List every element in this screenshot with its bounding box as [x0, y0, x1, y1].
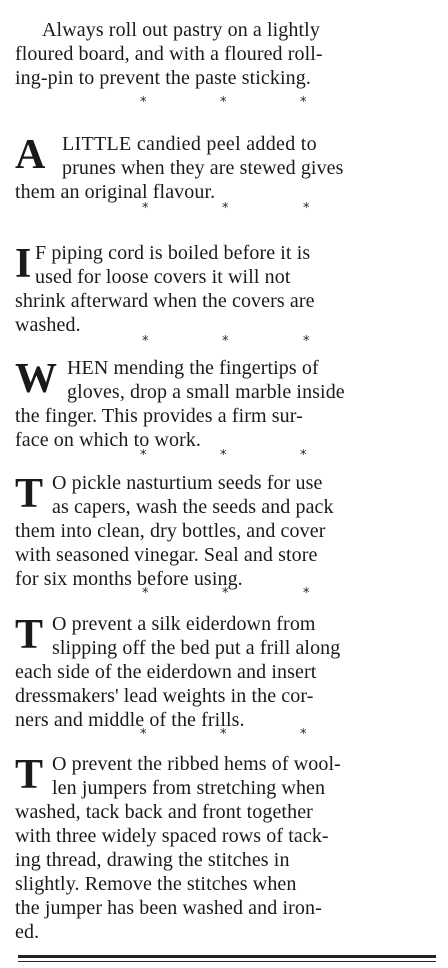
- tip-piping-cord-line-3: shrink afterward when the covers are: [15, 290, 315, 312]
- separator-star: *: [303, 586, 310, 601]
- tip-nasturtium-line-1: O pickle nasturtium seeds for use: [52, 472, 323, 494]
- tip-gloves-line-3: the finger. This provides a firm sur-: [15, 405, 303, 427]
- tip-piping-cord-line-2: used for loose covers it will not: [35, 266, 291, 288]
- tip-nasturtium-line-5: for six months before using.: [15, 568, 243, 590]
- tip-jumpers-line-8: ed.: [15, 921, 40, 943]
- tip-candied-peel-line-1: LITTLE candied peel added to: [62, 133, 317, 155]
- tip-gloves-line-4: face on which to work.: [15, 429, 202, 451]
- tip-eiderdown-line-3: each side of the eiderdown and insert: [15, 661, 317, 683]
- separator-star: *: [300, 727, 307, 742]
- separator-2: [0, 201, 448, 217]
- separator-star: *: [303, 201, 310, 216]
- tip-eiderdown-line-4: dressmakers' lead weights in the cor-: [15, 685, 314, 707]
- tip-jumpers-line-5: ing thread, drawing the stitches in: [15, 849, 290, 871]
- drop-cap: T: [15, 471, 44, 517]
- tip-jumpers-line-6: slightly. Remove the stitches when: [15, 873, 297, 895]
- tip-gloves: [15, 356, 435, 452]
- drop-cap: I: [15, 241, 32, 287]
- tip-pastry-line-1: Always roll out pastry on a lightly: [42, 19, 320, 41]
- separator-star: *: [222, 586, 229, 601]
- tip-piping-cord: [15, 241, 435, 337]
- separator-star: *: [140, 448, 147, 463]
- tip-candied-peel-line-3: them an original flavour.: [15, 181, 216, 203]
- separator-star: *: [142, 201, 149, 216]
- tip-jumpers-line-2: len jumpers from stretching when: [52, 777, 326, 799]
- tip-pastry-line-3: ing-pin to prevent the paste sticking.: [15, 67, 311, 89]
- tip-pastry: [15, 18, 435, 90]
- separator-1: [0, 95, 448, 111]
- separator-star: *: [220, 448, 227, 463]
- column-end-rule-thick: [18, 955, 436, 958]
- separator-4: [0, 448, 448, 464]
- separator-star: *: [142, 586, 149, 601]
- separator-star: *: [220, 727, 227, 742]
- tip-nasturtium-line-3: them into clean, dry bottles, and cover: [15, 520, 326, 542]
- drop-cap: T: [15, 752, 44, 798]
- tip-jumpers-line-1: O prevent the ribbed hems of wool-: [52, 753, 341, 775]
- tip-nasturtium-line-4: with seasoned vinegar. Seal and store: [15, 544, 318, 566]
- tip-eiderdown-line-2: slipping off the bed put a frill along: [52, 637, 341, 659]
- tip-piping-cord-line-4: washed.: [15, 314, 81, 336]
- separator-star: *: [300, 95, 307, 110]
- separator-star: *: [140, 95, 147, 110]
- separator-star: *: [300, 448, 307, 463]
- separator-star: *: [142, 334, 149, 349]
- drop-cap: W: [15, 356, 58, 402]
- separator-star: *: [222, 201, 229, 216]
- tip-pastry-line-2: floured board, and with a floured roll-: [15, 43, 323, 65]
- tip-candied-peel-line-2: prunes when they are stewed gives: [62, 157, 344, 179]
- tip-eiderdown-line-5: ners and middle of the frills.: [15, 709, 245, 731]
- tip-eiderdown: [15, 612, 435, 732]
- tip-nasturtium-line-2: as capers, wash the seeds and pack: [52, 496, 334, 518]
- tip-jumpers-line-3: washed, tack back and front together: [15, 801, 313, 823]
- separator-5: [0, 586, 448, 602]
- tip-gloves-line-2: gloves, drop a small marble inside: [67, 381, 345, 403]
- tip-jumpers-line-4: with three widely spaced rows of tack-: [15, 825, 329, 847]
- tip-piping-cord-line-1: F piping cord is boiled before it is: [35, 242, 311, 264]
- separator-star: *: [222, 334, 229, 349]
- column-end-rule-thin: [18, 961, 436, 962]
- drop-cap: T: [15, 612, 44, 658]
- separator-star: *: [303, 334, 310, 349]
- tip-jumpers: [15, 752, 435, 944]
- separator-star: *: [220, 95, 227, 110]
- tip-eiderdown-line-1: O prevent a silk eiderdown from: [52, 613, 316, 635]
- drop-cap: A: [15, 132, 46, 178]
- tip-nasturtium: [15, 471, 435, 591]
- tip-candied-peel: [15, 132, 435, 204]
- tip-gloves-line-1: HEN mending the fingertips of: [67, 357, 319, 379]
- tip-jumpers-line-7: the jumper has been washed and iron-: [15, 897, 322, 919]
- separator-6: [0, 727, 448, 743]
- separator-3: [0, 334, 448, 350]
- separator-star: *: [140, 727, 147, 742]
